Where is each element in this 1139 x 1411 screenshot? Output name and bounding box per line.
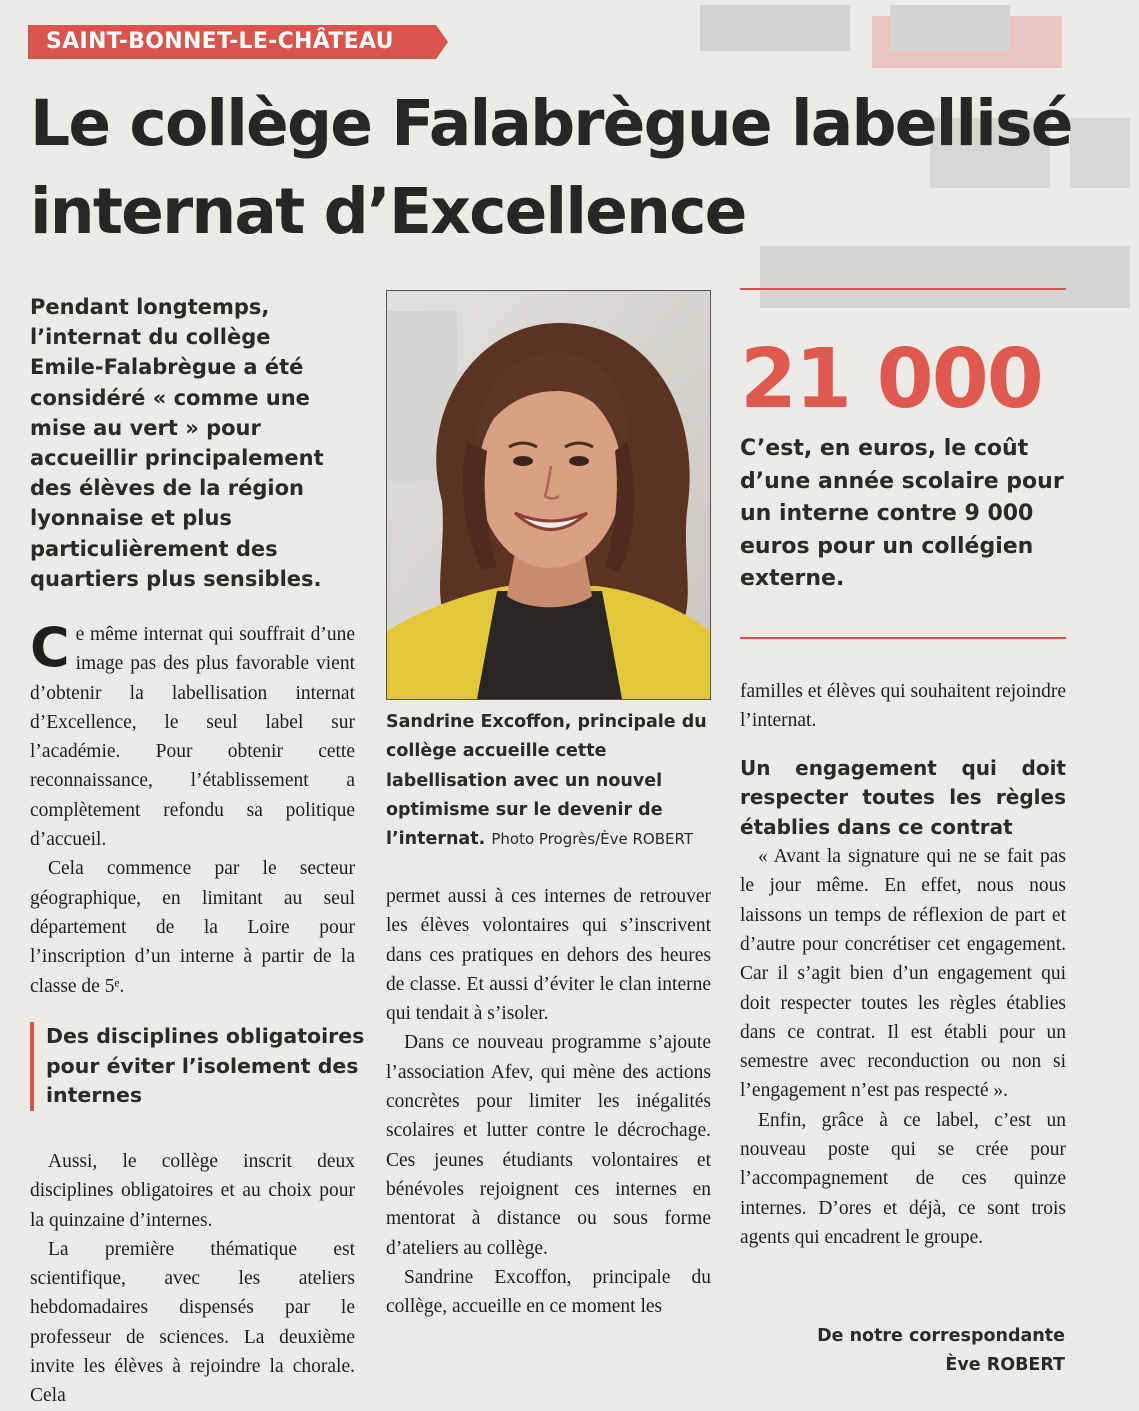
col3-paragraph-2: « Avant la signature qui ne se fait pas le jour même. En effet, nous nous laissons un temps de réflexion de part et d’autre pour concrétiser cet engagement. Car il s’agit bien d’un engagement qui doit respecter toutes les règles établies dans ce contrat. Il est établi pour un semestre avec reconduction ou non si l’engagement n’est pas respecté ». [740, 846, 1066, 1102]
photo-credit: Photo Progrès/Ève ROBERT [491, 830, 693, 849]
col2-paragraph-1: permet aussi à ces internes de retrouver les élèves volontaires qui s’inscrivent dans ces pratiques en dehors des heures de classe. Et aussi d’éviter le clan interne qui tendait à s’isoler. [386, 886, 711, 1025]
factbox-number: 21 000 [740, 332, 1042, 427]
lede-paragraph: Pendant longtemps, l’internat du collège Emile-Falabrègue a été considéré « comme une mise au vert » pour accueillir principalement des élèves de la région lyonnaise et plus particulièrement des quartiers plus sensibles. [30, 295, 324, 591]
col1-subhead: Des disciplines obligatoires pour éviter l’isolement des internes [46, 1024, 365, 1107]
column-1-bottom [30, 1147, 355, 1411]
headline-line-1: Le collège Falabrègue labellisé [30, 87, 1072, 160]
column-1-top [30, 616, 355, 1001]
col1-paragraph-2: Cela commence par le secteur géographique, en limitant au seul département de la Loire pour l’inscription d’un interne à partir de la classe de 5ᵉ. [30, 858, 355, 997]
caption-text: Sandrine Excoffon, principale du collège accueille cette labellisation avec un nouvel optimisme sur le devenir de l’internat. [386, 712, 707, 850]
kicker-arrow [436, 25, 448, 59]
drop-cap: C [30, 616, 70, 679]
portrait-illustration [387, 291, 710, 699]
signature-line-2: Ève ROBERT [945, 1355, 1065, 1375]
section-kicker: SAINT-BONNET-LE-CHÂTEAU [28, 25, 436, 59]
factbox-top-rule [740, 288, 1066, 290]
headline [30, 80, 1110, 256]
portrait-photo [386, 290, 711, 700]
signature [817, 1322, 1065, 1380]
signature-line-1: De notre correspondante [817, 1326, 1065, 1346]
col3-paragraph-3: Enfin, grâce à ce label, c’est un nouveau poste qui se crée pour l’accompagnement de ces quinze internes. D’ores et déjà, ce sont trois agents qui encadrent le groupe. [740, 1109, 1066, 1248]
col3-subhead: Un engagement qui doit respecter toutes les règles établies dans ce contrat [740, 755, 1066, 839]
col2-paragraph-3: Sandrine Excoffon, principale du collège, accueille en ce moment les [386, 1266, 711, 1318]
col2-paragraph-2: Dans ce nouveau programme s’ajoute l’association Afev, qui mène des actions concrètes pour limiter les inégalités scolaires et lutter contre le décrochage. Ces jeunes étudiants volontaires et bénévoles rejoignent ces internes en mentorat à distance ou sous forme d’ateliers au collège. [386, 1032, 711, 1259]
factbox-text: C’est, en euros, le coût d’une année scolaire pour un interne contre 9 000 euros pour un collégien externe. [740, 436, 1064, 591]
column-2 [386, 882, 711, 1321]
col1-paragraph-3: Aussi, le collège inscrit deux disciplines obligatoires et au choix pour la quinzaine d’internes. [30, 1151, 355, 1231]
factbox-bottom-rule [740, 637, 1066, 639]
col1-paragraph-1 [30, 616, 355, 854]
col1-subhead-box [30, 1022, 366, 1111]
col3-paragraph-1: familles et élèves qui souhaitent rejoindre l’internat. [740, 681, 1066, 732]
column-3 [740, 677, 1066, 1252]
headline-line-2: internat d’Excellence [30, 175, 746, 248]
col1-paragraph-4: La première thématique est scientifique, avec les ateliers hebdomadaires dispensés par le professeur de sciences. La deuxième invite les élèves à rejoindre la chorale. Cela [30, 1238, 355, 1407]
col1-paragraph-1-text: e même internat qui souffrait d’une image pas des plus favorable vient d’obtenir la labellisation internat d’Excellence, le seul label sur l’académie. Pour obtenir cette reconnaissance, l’établissement a complètement refondu sa politique d’accueil. [30, 624, 355, 851]
photo-caption [386, 708, 716, 854]
